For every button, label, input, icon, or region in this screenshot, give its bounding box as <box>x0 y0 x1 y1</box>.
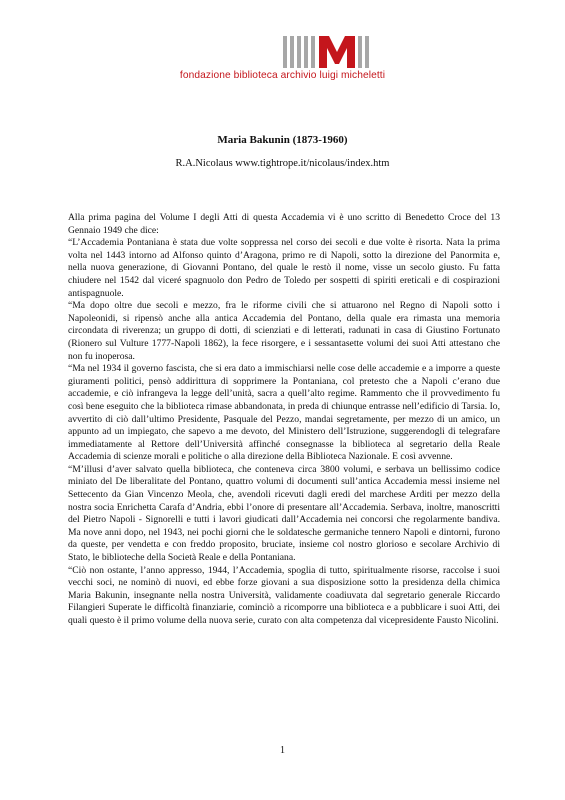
paragraph: “L’Accademia Pontaniana è stata due volte soppressa nel corso dei secoli e due volte è risorta. Nata la prima volta nel 1443 intorno ad Alfonso quinto d’Aragona, primo re di Napoli, sotto la direzione del Panormita e, nella nuova generazione, di Giovanni Pontano, del quale le restò il nome, visse un secolo giusto. Fu fatta chiudere nel 1542 dal viceré spagnuolo don Pedro de Toledo per sospetti di spiriti ereticali e di cospirazioni antispagnuole. <box>68 237 500 299</box>
page-number: 1 <box>280 745 285 756</box>
document-body <box>68 212 500 628</box>
logo-text: fondazione biblioteca archivio luigi micheletti <box>179 70 386 81</box>
paragraph: “M’illusi d’aver salvato quella biblioteca, che conteneva circa 3800 volumi, e serbava un bellissimo codice miniato del De liberalitate del Pontano, quattro volumi di documenti sull’antica Accademia messi insieme nel Settecento da Gian Vincenzo Meola, che, avendoli ricevuti dagli eredi del marchese Arditi per mezzo della nostra socia Enrichetta Carafa d’Andria, ebbi l’onore di presentare all’Accademia. Serbava, inoltre, manoscritti del Pietro Napoli - Signorelli e tutti i lavori giudicati dall’Accademia nei concorsi che regolarmente bandiva. Ma nove anni dopo, nel 1943, nei pochi giorni che le soldatesche germaniche tennero Napoli e dintorni, furono da queste, per vendetta e con freddo proposito, bruciate, insieme col nostro glorioso e secolare Archivio di Stato, le biblioteche della Società Reale e della Pontaniana. <box>68 463 500 564</box>
foundation-logo <box>283 36 373 68</box>
paragraph: Alla prima pagina del Volume I degli Atti di questa Accademia vi è uno scritto di Benedetto Croce del 13 Gennaio 1949 che dice: <box>68 212 500 236</box>
document-title: Maria Bakunin (1873-1960) <box>217 134 348 146</box>
paragraph: “Ma dopo oltre due secoli e mezzo, fra le riforme civili che si attuarono nel Regno di Napoli sotto i Napoleonidi, si ripensò anche alla antica Accademia del Pontano, della quale era rimasta una memoria circondata di riverenza; un gruppo di dotti, di scienziati e di letterati, radunati in casa di Giustino Fortunato (Rionero sul Vulture 1777-Napoli 1862), la fece risorgere, e i sessantasette volumi dei suoi Atti attestano che non fu inoperosa. <box>68 300 500 362</box>
paragraph: “Ciò non ostante, l’anno appresso, 1944, l’Accademia, spoglia di tutto, spiritualmente risorse, raccolse i suoi vecchi soci, ne nominò di nuovi, ed ebbe forze giovani a sua disposizione sotto la presidenza della chimica Maria Bakunin, insegnante nella nostra Università, validamente coadiuvata dal segretario generale Riccardo Filangieri Superate le difficoltà finanziarie, cominciò a ricomporre una biblioteca e a pubblicare i suoi Atti, dei quali questo è il primo volume della nuova serie, curato con alta competenza dal vicepresidente Fausto Nicolini. <box>68 564 500 626</box>
paragraph: “Ma nel 1934 il governo fascista, che si era dato a immischiarsi nelle cose delle accademie e a imporre a queste giuramenti politici, pensò addirittura di sopprimere la Pontaniana, col pretesto che a Napoli c’erano due accademie, e ciò infrangeva la legge dell’unità, sacra a quell’alto regime. Rammento che il provvedimento fu così bene eseguito che la biblioteca rimase abbandonata, in preda di chiunque entrasse nell’edificio di Tarsia. Io, avvertito di ciò dall’ultimo Presidente, Pasquale del Pezzo, mandai segretamente, per mezzo di un amico, un appunto ad un impiegato, che sapevo a me devoto, del Ministero dell’Istruzione, suggerendogli di telegrafare immediatamente al Rettore dell’Università affinché consegnasse la biblioteca al segretario della Reale Accademia di scienze morali e politiche o alla direzione della Biblioteca Nazionale. E così avvenne. <box>68 363 500 463</box>
document-subtitle: R.A.Nicolaus www.tightrope.it/nicolaus/index.htm <box>175 158 390 169</box>
